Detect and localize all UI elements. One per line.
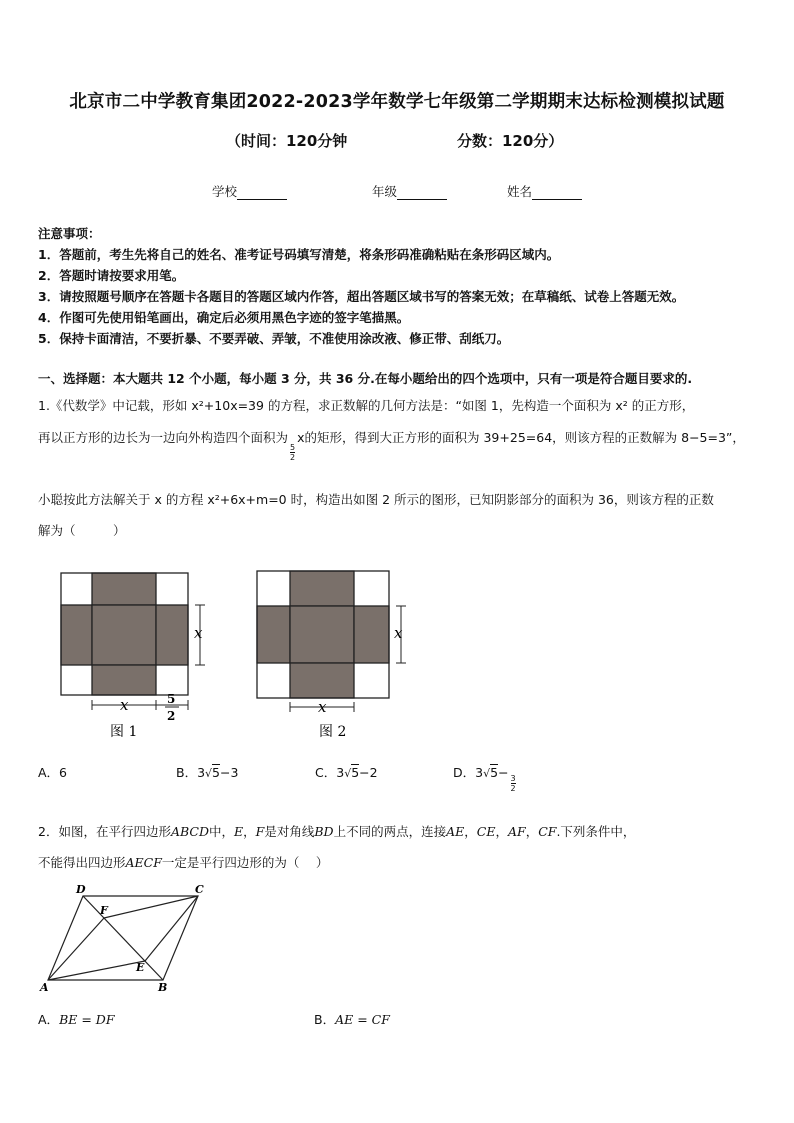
q1-choice-b[interactable] xyxy=(176,763,238,781)
q2-math: CF xyxy=(538,824,557,839)
fraction-denominator: 2 xyxy=(290,453,296,462)
school-blank[interactable] xyxy=(237,187,287,200)
three-halves-fraction xyxy=(511,774,516,793)
choice-b-prefix: B．3 xyxy=(176,765,206,780)
shade-right xyxy=(354,606,389,663)
q2-math: F xyxy=(255,824,265,839)
q2-text: 不能得出四边形 xyxy=(38,855,126,870)
choice-d-prefix: D．3 xyxy=(453,765,484,780)
shade-bottom xyxy=(290,663,354,698)
q2-choice-b[interactable] xyxy=(314,1010,390,1028)
choice-c-prefix: C．3 xyxy=(315,765,345,780)
shade-bottom xyxy=(92,665,156,695)
q1-choice-a[interactable]: A．6 xyxy=(38,765,68,780)
vertex-c: C xyxy=(195,883,204,896)
diagonal-bd xyxy=(83,896,163,980)
exam-score: 分数：120分） xyxy=(457,132,564,150)
radicand: 5 xyxy=(351,765,360,780)
exam-time: （时间：120分钟 xyxy=(226,132,348,150)
q1-choice-c[interactable] xyxy=(315,763,378,781)
shade-center xyxy=(92,605,156,665)
q2-math: BD xyxy=(314,824,334,839)
shade-left xyxy=(257,606,290,663)
shade-right xyxy=(156,605,188,665)
fig2-caption: 图 2 xyxy=(319,724,347,740)
figure-1 xyxy=(58,570,208,755)
fraction-numerator: 3 xyxy=(510,774,516,783)
fig2-x-right: x xyxy=(394,624,403,642)
q1-line2-start: 再以正方形的边长为一边向外构造四个面积为 xyxy=(38,430,289,445)
sqrt-icon: √ xyxy=(205,767,213,780)
q1-line3: 小聪按此方法解关于 x 的方程 x²+6x+m=0 时，构造出如图 2 所示的图形，已知阴影部分的面积为 36，则该方程的正数 xyxy=(38,492,714,507)
shade-center xyxy=(290,606,354,663)
shade-top xyxy=(92,573,156,605)
name-field[interactable] xyxy=(507,182,582,200)
exam-title: 北京市二中学教育集团2022-2023学年数学七年级第二学期期末达标检测模拟试题 xyxy=(69,92,725,112)
choice-a-math: BE = DF xyxy=(59,1012,115,1027)
q2-text: 中， xyxy=(209,824,235,839)
fraction-denominator: 2 xyxy=(510,784,516,793)
q1-line4: 解为（ ） xyxy=(38,523,126,538)
section-heading: 一、选择题：本大题共 12 个小题，每小题 3 分，共 36 分.在每小题给出的四个选项中，只有一项是符合题目要求的. xyxy=(38,371,693,386)
choice-b-prefix: B． xyxy=(314,1012,336,1027)
q2-math: E xyxy=(234,824,244,839)
school-field[interactable] xyxy=(212,182,287,200)
shade-left xyxy=(61,605,92,665)
q2-math: AE xyxy=(446,824,465,839)
sqrt-icon: √ xyxy=(344,767,352,780)
fig1-x-right: x xyxy=(194,624,203,642)
notice-item: 4．作图可先使用铅笔画出，确定后必须用黑色字迹的签字笔描黑。 xyxy=(38,310,410,325)
q2-text: ， xyxy=(464,824,477,839)
notice-item: 3．请按照题号顺序在答题卡各题目的答题区域内作答，超出答题区域书写的答案无效；在草稿纸、试卷上答题无效。 xyxy=(38,289,685,304)
q2-text: 是对角线 xyxy=(264,824,315,839)
choice-c-suffix: −2 xyxy=(359,765,378,780)
vertex-d: D xyxy=(76,883,86,896)
radicand: 5 xyxy=(212,765,220,780)
q2-text: .下列条件中， xyxy=(556,824,636,839)
q1-line1: 1.《代数学》中记载，形如 x²+10x=39 的方程，求正数解的几何方法是：“如图 1，先构造一个面积为 x² 的正方形， xyxy=(38,398,695,413)
q2-line1 xyxy=(38,822,635,840)
sqrt-icon: √ xyxy=(483,767,491,780)
q2-math: CE xyxy=(476,824,496,839)
q2-choice-a[interactable] xyxy=(38,1010,115,1028)
notice-item: 2．答题时请按要求用笔。 xyxy=(38,268,185,283)
q2-text: 一定是平行四边形的为（ ） xyxy=(161,855,329,870)
q2-text: 2．如图，在平行四边形 xyxy=(38,824,171,839)
q1-line2 xyxy=(38,428,745,462)
point-e: E xyxy=(136,961,145,974)
q2-text: 上不同的两点，连接 xyxy=(333,824,447,839)
vertex-a: A xyxy=(40,981,49,994)
q2-math: ABCD xyxy=(170,824,209,839)
parallelogram-figure xyxy=(36,883,216,995)
q1-choice-d[interactable] xyxy=(453,763,518,793)
name-blank[interactable] xyxy=(532,187,582,200)
q1-line2-end: x的矩形，得到大正方形的面积为 39+25=64，则该方程的正数解为 8−5=3”， xyxy=(297,430,745,445)
point-f: F xyxy=(100,904,108,917)
q2-text: ， xyxy=(495,824,508,839)
notice-item: 5．保持卡面清洁，不要折暴、不要弄破、弄皱，不准使用涂改液、修正带、刮纸刀。 xyxy=(38,331,510,346)
notice-heading: 注意事项： xyxy=(38,226,101,241)
grade-field[interactable] xyxy=(372,182,447,200)
grade-label: 年级 xyxy=(372,184,398,199)
q2-text: ， xyxy=(525,824,539,839)
fig1-five: 5 xyxy=(167,692,176,706)
fig1-x-bottom: x xyxy=(120,696,129,714)
choice-a-prefix: A． xyxy=(38,1012,60,1027)
choice-b-math: AE = CF xyxy=(335,1012,390,1027)
radicand: 5 xyxy=(490,765,499,780)
segment-cf xyxy=(104,896,198,918)
five-halves-fraction xyxy=(290,443,295,462)
figure-2 xyxy=(252,566,412,751)
fig2-x-bottom: x xyxy=(318,698,327,716)
choice-d-suffix: − xyxy=(498,765,509,780)
fig1-two: 2 xyxy=(167,709,176,723)
shade-top xyxy=(290,571,354,606)
q2-math: AECF xyxy=(125,855,162,870)
q2-math: AF xyxy=(507,824,526,839)
segment-ce xyxy=(145,896,198,961)
q2-text: ， xyxy=(243,824,256,839)
school-label: 学校 xyxy=(212,184,238,199)
name-label: 姓名 xyxy=(507,184,533,199)
fraction-numerator: 5 xyxy=(290,443,296,452)
vertex-b: B xyxy=(158,981,168,994)
fig1-caption: 图 1 xyxy=(110,724,138,740)
q2-line2 xyxy=(38,853,328,871)
grade-blank[interactable] xyxy=(397,187,447,200)
notice-item: 1．答题前，考生先将自己的姓名、准考证号码填写清楚，将条形码准确粘贴在条形码区域内。 xyxy=(38,247,560,262)
choice-b-suffix: −3 xyxy=(220,765,239,780)
